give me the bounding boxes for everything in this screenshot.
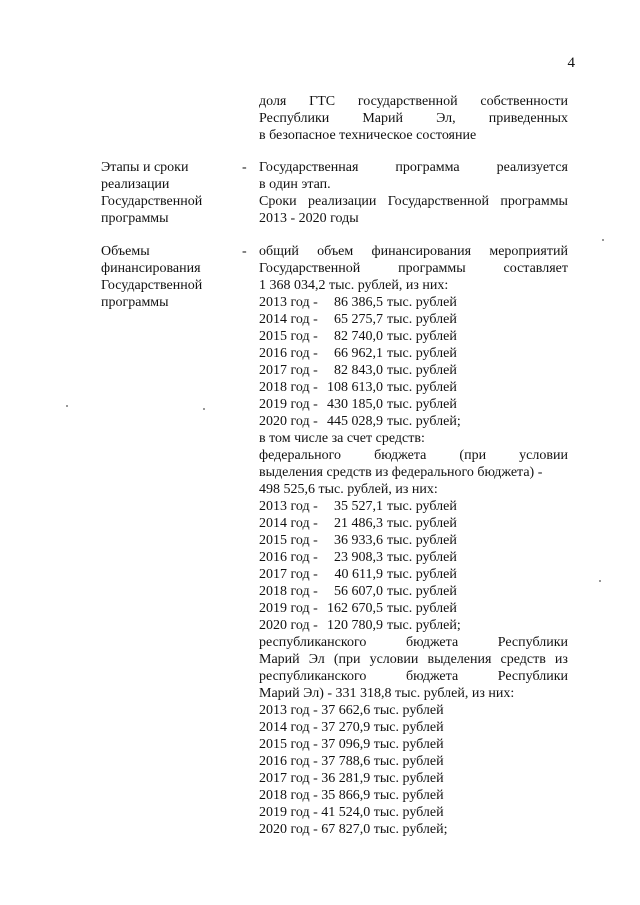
text-word: программы [398,261,466,276]
intro-line [259,93,568,110]
federal-line: выделения средств из федерального бюджета) - [259,465,543,480]
scan-speck [66,405,68,407]
scan-speck [203,408,205,410]
text-word: объем [317,244,354,259]
text-word: программа [395,160,460,175]
amount-value: 66 962,1 [334,346,383,361]
label-line: программы [101,211,169,226]
text-word: (при [459,448,487,463]
amount-value: 162 670,5 [327,601,383,616]
stages-value [259,159,568,227]
text-word: бюджета [405,635,459,650]
year-label: 2018 год - [259,380,318,395]
amount-value: 120 780,9 [327,618,383,633]
republic-line [259,634,568,651]
text-word: Эл, [436,111,456,126]
stages-label [101,159,251,227]
amount-unit: тыс. рублей [387,346,457,361]
stages-dash: - [242,160,247,175]
text-word: мероприятий [489,244,568,259]
label-line: Этапы и сроки [101,160,189,175]
text-word: (при [333,652,361,667]
text-word: Государственная [259,160,359,175]
funding-intro-line [259,260,568,277]
amount-value: 56 607,0 [334,584,383,599]
republic-year-row: 2015 год - 37 096,9 тыс. рублей [259,737,444,752]
text-word: программы [500,194,568,209]
republic-year-row: 2014 год - 37 270,9 тыс. рублей [259,720,444,735]
text-word: условии [369,652,419,667]
intro-line: в безопасное техническое состояние [259,128,477,143]
republic-year-row: 2013 год - 37 662,6 тыс. рублей [259,703,444,718]
text-word: выделения [427,652,492,667]
funding-label [101,243,251,311]
text-word: собственности [480,94,568,109]
year-label: 2014 год - [259,312,318,327]
text-word: финансирования [371,244,472,259]
amount-value: 36 933,6 [334,533,383,548]
text-word: федерального [259,448,342,463]
amount-unit: тыс. рублей [387,499,457,514]
label-line: программы [101,295,169,310]
text-word: Эл [308,652,325,667]
funding-value [259,243,568,838]
text-word: средств [500,652,546,667]
amount-unit: тыс. рублей; [387,414,461,429]
amount-unit: тыс. рублей [387,584,457,599]
amount-unit: тыс. рублей [387,533,457,548]
amount-value: 108 613,0 [327,380,383,395]
total-year-row [259,345,568,362]
year-label: 2016 год - [259,346,318,361]
amount-unit: тыс. рублей [387,397,457,412]
funding-intro-line: 1 368 034,2 тыс. рублей, из них: [259,278,449,293]
republic-line: Марий Эл) - 331 318,8 тыс. рублей, из них: [259,686,515,701]
stages-line [259,193,568,210]
amount-unit: тыс. рублей [387,516,457,531]
year-label: 2018 год - [259,584,318,599]
republic-year-row: 2019 год - 41 524,0 тыс. рублей [259,805,444,820]
amount-value: 35 527,1 [334,499,383,514]
amount-unit: тыс. рублей [387,363,457,378]
year-label: 2013 год - [259,295,318,310]
total-year-row [259,379,568,396]
year-label: 2020 год - [259,618,318,633]
text-word: Республики [497,635,568,650]
year-label: 2017 год - [259,363,318,378]
republic-year-row: 2020 год - 67 827,0 тыс. рублей; [259,822,448,837]
stages-line: в один этап. [259,177,331,192]
text-word: Республики [497,669,568,684]
text-word: общий [259,244,299,259]
funding-dash: - [242,244,247,259]
text-word: реализуется [496,160,568,175]
text-word: бюджета [374,448,427,463]
text-word: приведенных [488,111,568,126]
federal-year-row [259,532,568,549]
including-label: в том числе за счет средств: [259,431,425,446]
amount-value: 445 028,9 [327,414,383,429]
label-line: Государственной [101,278,203,293]
amount-unit: тыс. рублей [387,329,457,344]
republic-year-row: 2016 год - 37 788,6 тыс. рублей [259,754,444,769]
label-line: Объемы [101,244,150,259]
year-label: 2015 год - [259,533,318,548]
amount-unit: тыс. рублей [387,550,457,565]
stages-line [259,159,568,176]
text-word: Республики [259,111,330,126]
federal-line: 498 525,6 тыс. рублей, из них: [259,482,438,497]
federal-year-row [259,549,568,566]
text-word: Сроки [259,194,297,209]
republic-year-row: 2017 год - 36 281,9 тыс. рублей [259,771,444,786]
scan-speck [602,239,604,241]
intro-line [259,110,568,127]
amount-value: 21 486,3 [334,516,383,531]
federal-year-row [259,498,568,515]
text-word: Марий [259,652,300,667]
amount-unit: тыс. рублей [387,312,457,327]
funding-intro-line [259,243,568,260]
federal-line [259,447,568,464]
federal-year-row [259,566,568,583]
amount-unit: тыс. рублей [387,380,457,395]
amount-unit: тыс. рублей [387,601,457,616]
text-word: республиканского [259,635,367,650]
amount-value: 23 908,3 [334,550,383,565]
republic-line [259,651,568,668]
federal-year-row [259,583,568,600]
text-word: республиканского [259,669,367,684]
amount-value: 82 843,0 [334,363,383,378]
label-line: финансирования [101,261,201,276]
amount-value: 82 740,0 [334,329,383,344]
total-year-row [259,311,568,328]
text-word: Государственной [259,261,361,276]
federal-year-row [259,617,568,634]
year-label: 2013 год - [259,499,318,514]
year-label: 2014 год - [259,516,318,531]
total-year-row [259,362,568,379]
total-year-row [259,294,568,311]
text-word: ГТС [309,94,336,109]
amount-unit: тыс. рублей; [387,618,461,633]
text-word: реализации [308,194,377,209]
year-label: 2017 год - [259,567,318,582]
total-year-row [259,396,568,413]
republic-line [259,668,568,685]
total-year-row [259,328,568,345]
text-word: из [554,652,568,667]
text-word: государственной [357,94,458,109]
year-label: 2019 год - [259,601,318,616]
page-number: 4 [567,55,575,71]
text-word: Марий [362,111,403,126]
federal-year-row [259,600,568,617]
year-label: 2015 год - [259,329,318,344]
year-label: 2019 год - [259,397,318,412]
amount-unit: тыс. рублей [387,567,457,582]
text-word: доля [259,94,287,109]
amount-unit: тыс. рублей [387,295,457,310]
total-year-row [259,413,568,430]
text-word: составляет [503,261,568,276]
scan-speck [599,580,601,582]
text-word: бюджета [405,669,459,684]
stages-line: 2013 - 2020 годы [259,211,359,226]
amount-value: 65 275,7 [334,312,383,327]
year-label: 2020 год - [259,414,318,429]
amount-value: 430 185,0 [327,397,383,412]
text-word: Государственной [387,194,490,209]
federal-year-row [259,515,568,532]
label-line: реализации [101,177,170,192]
year-label: 2016 год - [259,550,318,565]
text-word: условии [519,448,568,463]
republic-year-row: 2018 год - 35 866,9 тыс. рублей [259,788,444,803]
amount-value: 86 386,5 [334,295,383,310]
intro-text [259,93,568,144]
label-line: Государственной [101,194,203,209]
amount-value: 40 611,9 [334,567,383,582]
